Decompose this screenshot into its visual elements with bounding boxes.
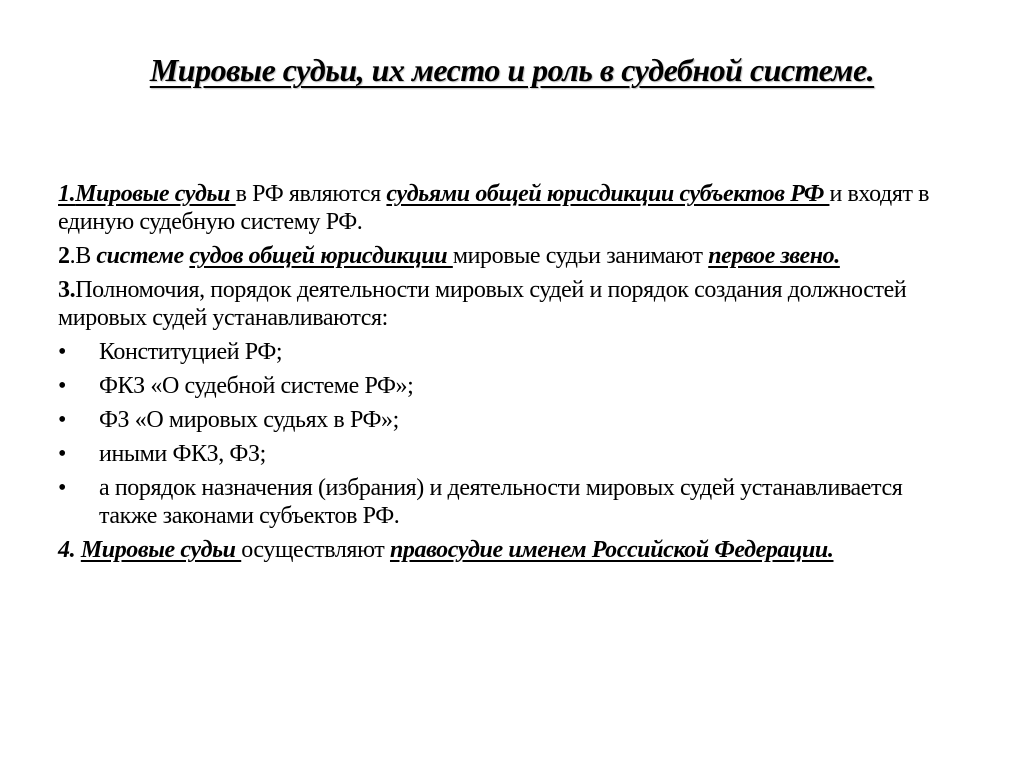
point-3 xyxy=(58,276,963,332)
point-1-text: в РФ являются xyxy=(235,181,387,207)
bullet-text: ФЗ «О мировых судьях в РФ»; xyxy=(99,407,399,433)
bullet-text: ФКЗ «О судебной системе РФ»; xyxy=(99,373,414,399)
point-1-emphasis: судьями общей юрисдикции субъектов РФ xyxy=(386,181,830,207)
point-3-text: Полномочия, порядок деятельности мировых судей и порядок создания должностей мировых судей устанавливаются: xyxy=(58,277,907,331)
bullet-text: а порядок назначения (избрания) и деятельности мировых судей устанавливается также законами субъектов РФ. xyxy=(99,475,903,529)
point-2 xyxy=(58,242,963,270)
point-2-text: мировые судьи занимают xyxy=(452,243,709,269)
bullet-icon: • xyxy=(58,339,67,365)
point-2-emphasis-3: первое звено. xyxy=(708,243,840,269)
point-1-lead: Мировые судьи xyxy=(75,181,236,207)
point-2-emphasis-1: системе xyxy=(96,243,190,269)
point-1 xyxy=(58,180,963,236)
bullet-item xyxy=(58,440,963,468)
bullet-item xyxy=(58,406,963,434)
bullet-item xyxy=(58,474,963,530)
point-1-number: 1. xyxy=(58,181,76,207)
point-4 xyxy=(58,536,963,564)
bullet-text: иными ФКЗ, ФЗ; xyxy=(99,441,266,467)
point-4-text: осуществляют xyxy=(241,537,390,563)
point-3-number: 3. xyxy=(58,277,76,303)
bullet-icon: • xyxy=(58,407,67,433)
point-2-prefix: .В xyxy=(69,243,97,269)
point-2-number: 2 xyxy=(58,243,70,269)
bullet-icon: • xyxy=(58,441,67,467)
slide-title xyxy=(0,52,1024,89)
bullet-text: Конституцией РФ; xyxy=(99,339,283,365)
point-2-emphasis-2: судов общей юрисдикции xyxy=(189,243,453,269)
point-1-text-end: и входят в единую судебную систему РФ. xyxy=(58,181,930,235)
slide-body xyxy=(58,180,963,570)
point-4-number: 4. xyxy=(58,537,81,563)
slide-title-text: Мировые судьи, их место и роль в судебной системе. xyxy=(149,52,875,88)
point-4-lead: Мировые судьи xyxy=(80,537,242,563)
bullet-item xyxy=(58,372,963,400)
bullet-item xyxy=(58,338,963,366)
bullet-icon: • xyxy=(58,373,67,399)
bullet-icon: • xyxy=(58,475,67,501)
point-4-emphasis: правосудие именем Российской Федерации. xyxy=(389,537,834,563)
